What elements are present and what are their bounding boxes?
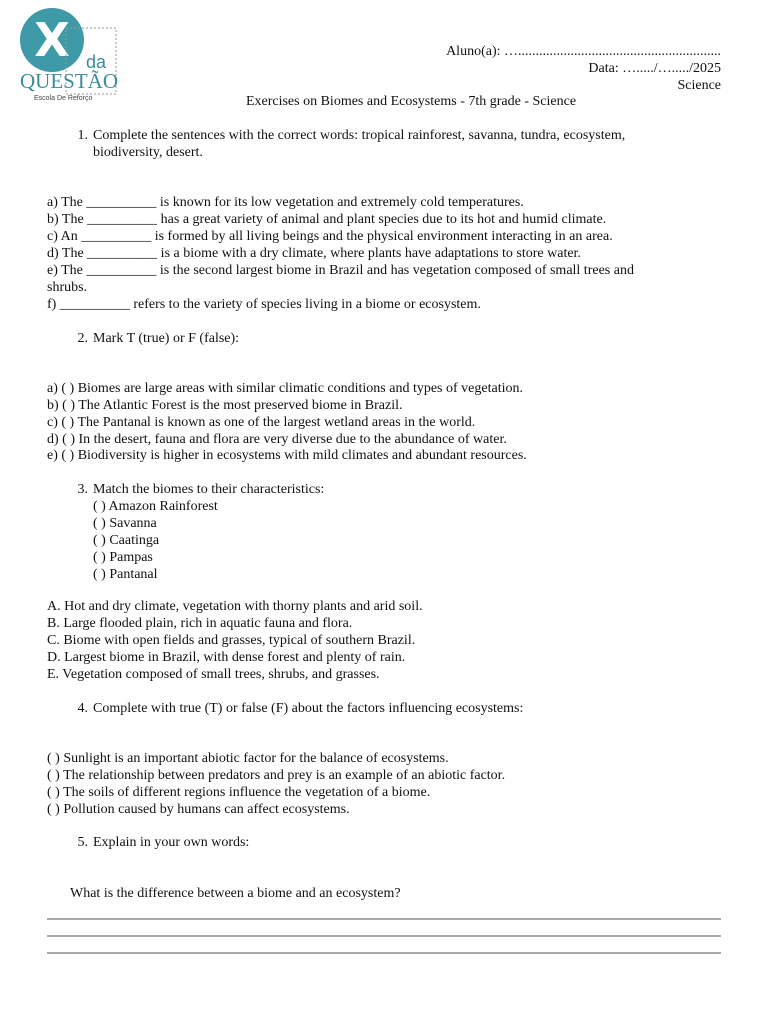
question-text: Explain in your own words: [93, 835, 250, 850]
q1-item-d: d) The __________ is a biome with a dry climate, where plants have adaptations to store water. [47, 246, 581, 261]
q2-item-c: c) ( ) The Pantanal is known as one of the largest wetland areas in the world. [47, 415, 476, 430]
question-text [93, 127, 625, 161]
q2-item-d: d) ( ) In the desert, fauna and flora are very diverse due to the abundance of water. [47, 432, 507, 447]
logo-name: QUESTÃO [20, 69, 118, 93]
biome-option: ( ) Caatinga [93, 533, 160, 548]
question-text: Mark T (true) or F (false): [93, 331, 240, 346]
answer-line[interactable] [47, 918, 721, 920]
question-number: 5. [77, 835, 88, 850]
q3-biome-options [93, 498, 218, 583]
student-name-field: Aluno(a): ….......................................................... [446, 44, 721, 59]
q1-item-e: e) The __________ is the second largest biome in Brazil and has vegetation composed of small trees and [47, 263, 634, 278]
header-info [446, 43, 721, 94]
answer-line[interactable] [47, 935, 721, 937]
q2-item-a: a) ( ) Biomes are large areas with similar climatic conditions and types of vegetation. [47, 381, 523, 396]
question-number: 1. [77, 128, 88, 143]
logo-graphic [16, 6, 140, 106]
question-number: 3. [77, 482, 88, 497]
q3-characteristic-a: A. Hot and dry climate, vegetation with thorny plants and arid soil. [47, 599, 423, 614]
q2-item-b: b) ( ) The Atlantic Forest is the most preserved biome in Brazil. [47, 398, 403, 413]
date-field: Data: …...../…...../2025 [588, 61, 721, 76]
biome-option: ( ) Pampas [93, 550, 153, 565]
question-text: Complete with true (T) or false (F) about the factors influencing ecosystems: [93, 701, 524, 716]
q2-item-e: e) ( ) Biodiversity is higher in ecosystems with mild climates and abundant resources. [47, 448, 527, 463]
subject-label: Science [677, 78, 721, 93]
logo-tagline: Escola De Reforço [34, 95, 93, 102]
logo-da: da [86, 52, 107, 72]
q5-prompt: What is the difference between a biome and an ecosystem? [70, 886, 401, 901]
logo-mark: X [34, 13, 70, 67]
q1-item-b: b) The __________ has a great variety of animal and plant species due to its hot and humid climate. [47, 212, 607, 227]
page-title: Exercises on Biomes and Ecosystems - 7th grade - Science [245, 94, 577, 109]
question-text: Match the biomes to their characteristics: [93, 482, 325, 497]
q1-item-c: c) An __________ is formed by all living beings and the physical environment interacting in an area. [47, 229, 613, 244]
question-line: Complete the sentences with the correct words: tropical rainforest, savanna, tundra, ecosystem, [93, 128, 626, 143]
q4-item: ( ) Pollution caused by humans can affect ecosystems. [47, 802, 350, 817]
question-line: biodiversity, desert. [93, 145, 203, 160]
question-number: 4. [77, 701, 88, 716]
q3-characteristic-e: E. Vegetation composed of small trees, shrubs, and grasses. [47, 667, 380, 682]
biome-option: ( ) Savanna [93, 516, 157, 531]
q3-characteristic-d: D. Largest biome in Brazil, with dense forest and plenty of rain. [47, 650, 406, 665]
q3-characteristic-c: C. Biome with open fields and grasses, typical of southern Brazil. [47, 633, 416, 648]
biome-option: ( ) Pantanal [93, 567, 158, 582]
answer-line[interactable] [47, 952, 721, 954]
question-number: 2. [77, 331, 88, 346]
q4-item: ( ) The soils of different regions influence the vegetation of a biome. [47, 785, 431, 800]
q1-item-f: f) __________ refers to the variety of species living in a biome or ecosystem. [47, 297, 481, 312]
q3-characteristic-b: B. Large flooded plain, rich in aquatic fauna and flora. [47, 616, 353, 631]
q1-item-a: a) The __________ is known for its low vegetation and extremely cold temperatures. [47, 195, 524, 210]
q4-item: ( ) Sunlight is an important abiotic factor for the balance of ecosystems. [47, 751, 449, 766]
school-logo [16, 6, 140, 106]
q4-item: ( ) The relationship between predators and prey is an example of an abiotic factor. [47, 768, 506, 783]
q1-item-e-continued: shrubs. [47, 280, 88, 295]
biome-option: ( ) Amazon Rainforest [93, 499, 218, 514]
